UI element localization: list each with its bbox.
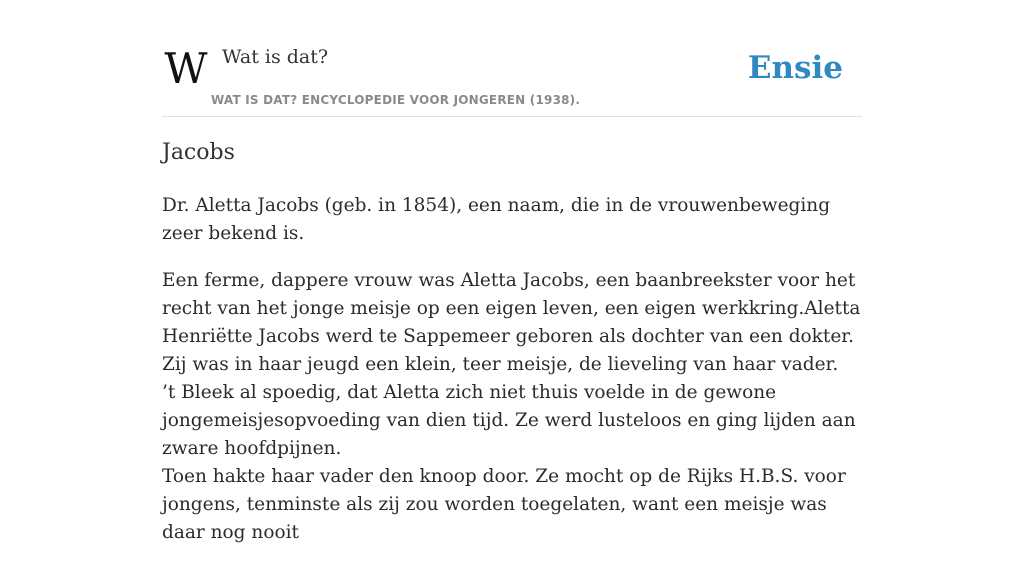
ensie-brand-link[interactable]: Ensie: [747, 50, 843, 86]
entry-content: [162, 192, 864, 566]
svg-text:W: W: [164, 44, 208, 93]
source-subtitle: WAT IS DAT? ENCYCLOPEDIE VOOR JONGEREN (1938).: [211, 93, 581, 107]
entry-body: [162, 267, 864, 547]
body-line: Toen hakte haar vader den knoop door. Ze mocht op de Rijks H.B.S. voor jongens, tenminste als zij zou worden toegelaten, want een meisje was daar nog nooit: [162, 466, 846, 543]
entry-title: Jacobs: [162, 140, 235, 165]
body-line: Een ferme, dappere vrouw was Aletta Jacobs, een baanbreekster voor het recht van het jonge meisje op een eigen leven, een eigen werkkring.Aletta Henriëtte Jacobs werd te Sappemeer geboren als dochter van een dokter. Zij was in haar jeugd een klein, teer meisje, de lieveling van haar vader.: [162, 270, 861, 375]
source-title[interactable]: Wat is dat?: [222, 46, 329, 68]
entry-intro: Dr. Aletta Jacobs (geb. in 1854), een naam, die in de vrouwenbeweging zeer bekend is.: [162, 195, 831, 244]
body-line: ’t Bleek al spoedig, dat Aletta zich niet thuis voelde in de gewone jongemeisjesopvoeding van dien tijd. Ze werd lusteloos en ging lijden aan zware hoofdpijnen.: [162, 382, 856, 459]
source-header: [162, 0, 862, 117]
article-page: [162, 0, 862, 543]
wikipedia-w-icon[interactable]: [164, 44, 208, 93]
